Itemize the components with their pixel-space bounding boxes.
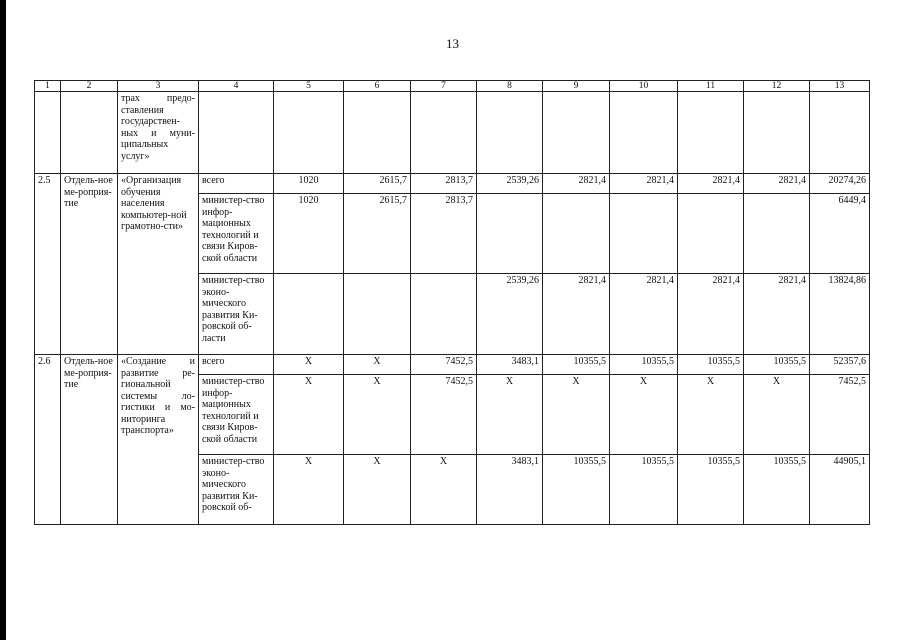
cell (477, 92, 543, 174)
column-header: 1 (35, 81, 61, 92)
value-cell: 10355,5 (744, 455, 810, 525)
value-cell: 10355,5 (543, 455, 610, 525)
cell (61, 92, 118, 174)
event-name-cell: трах предо-ставления государствен-ных и муни-ципальных услуг» (118, 92, 199, 174)
column-header: 9 (543, 81, 610, 92)
value-cell (678, 194, 744, 274)
value-cell (543, 194, 610, 274)
value-cell: 10355,5 (678, 455, 744, 525)
scan-edge-bar (0, 0, 6, 640)
value-cell: 10355,5 (610, 355, 678, 375)
value-cell: 2615,7 (344, 194, 411, 274)
value-cell: 2821,4 (678, 274, 744, 355)
value-cell: 2821,4 (744, 274, 810, 355)
program-table (34, 80, 870, 525)
value-cell: 2821,4 (543, 274, 610, 355)
value-cell (744, 194, 810, 274)
funding-source-cell: министер-ство эконо-мического развития Ки-ровской об- (199, 455, 274, 525)
value-cell (411, 274, 477, 355)
cell (810, 92, 870, 174)
value-cell: 3483,1 (477, 455, 543, 525)
page-number: 13 (446, 36, 459, 51)
value-cell: X (274, 355, 344, 375)
value-cell: 10355,5 (610, 455, 678, 525)
value-cell: 2821,4 (610, 174, 678, 194)
value-cell: X (344, 355, 411, 375)
value-cell: X (344, 375, 411, 455)
value-cell: 1020 (274, 194, 344, 274)
value-cell: 2821,4 (744, 174, 810, 194)
value-cell: 2813,7 (411, 194, 477, 274)
cell (543, 92, 610, 174)
value-cell (610, 194, 678, 274)
value-cell: 1020 (274, 174, 344, 194)
value-cell: 52357,6 (810, 355, 870, 375)
column-header: 7 (411, 81, 477, 92)
value-cell: 2539,26 (477, 274, 543, 355)
column-header: 6 (344, 81, 411, 92)
funding-source-cell: всего (199, 355, 274, 375)
column-header: 5 (274, 81, 344, 92)
table-row (35, 174, 870, 194)
value-cell: X (678, 375, 744, 455)
value-cell: 2821,4 (543, 174, 610, 194)
column-header: 12 (744, 81, 810, 92)
cell (344, 92, 411, 174)
value-cell: 10355,5 (678, 355, 744, 375)
value-cell: X (411, 455, 477, 525)
value-cell: 10355,5 (543, 355, 610, 375)
funding-source-cell: министер-ство инфор-мационных технологий и связи Киров-ской области (199, 375, 274, 455)
value-cell: 3483,1 (477, 355, 543, 375)
event-name-cell: «Создание и развитие ре-гиональной системы ло-гистики и мо-ниторинга транспорта» (118, 355, 199, 525)
value-cell: 20274,26 (810, 174, 870, 194)
event-name-cell: «Организация обучения населения компьютер-ной грамотно-сти» (118, 174, 199, 355)
value-cell: X (274, 375, 344, 455)
value-cell (274, 274, 344, 355)
cell (35, 92, 61, 174)
value-cell: 44905,1 (810, 455, 870, 525)
value-cell: X (610, 375, 678, 455)
value-cell: X (274, 455, 344, 525)
cell (744, 92, 810, 174)
table-row (35, 355, 870, 375)
value-cell: 6449,4 (810, 194, 870, 274)
value-cell: 2615,7 (344, 174, 411, 194)
value-cell: 2821,4 (610, 274, 678, 355)
cell (411, 92, 477, 174)
cell (199, 92, 274, 174)
cell (678, 92, 744, 174)
value-cell (477, 194, 543, 274)
value-cell: 2539,26 (477, 174, 543, 194)
value-cell: 7452,5 (810, 375, 870, 455)
column-header: 10 (610, 81, 678, 92)
item-type-cell: Отдель-ное ме-роприя-тие (61, 355, 118, 525)
column-header: 13 (810, 81, 870, 92)
funding-source-cell: министер-ство эконо-мического развития Ки-ровской об-ласти (199, 274, 274, 355)
item-number-cell: 2.6 (35, 355, 61, 525)
column-header: 8 (477, 81, 543, 92)
value-cell: X (543, 375, 610, 455)
column-header: 11 (678, 81, 744, 92)
value-cell: X (344, 455, 411, 525)
item-number-cell: 2.5 (35, 174, 61, 355)
value-cell: 10355,5 (744, 355, 810, 375)
value-cell: 2821,4 (678, 174, 744, 194)
cell (610, 92, 678, 174)
column-header: 4 (199, 81, 274, 92)
value-cell: 7452,5 (411, 375, 477, 455)
value-cell: 13824,86 (810, 274, 870, 355)
value-cell: X (744, 375, 810, 455)
value-cell: X (477, 375, 543, 455)
column-header: 3 (118, 81, 199, 92)
table-row (35, 92, 870, 174)
item-type-cell: Отдель-ное ме-роприя-тие (61, 174, 118, 355)
column-number-row (35, 81, 870, 92)
cell (274, 92, 344, 174)
value-cell (344, 274, 411, 355)
funding-source-cell: всего (199, 174, 274, 194)
funding-source-cell: министер-ство инфор-мационных технологий и связи Киров-ской области (199, 194, 274, 274)
value-cell: 7452,5 (411, 355, 477, 375)
column-header: 2 (61, 81, 118, 92)
value-cell: 2813,7 (411, 174, 477, 194)
